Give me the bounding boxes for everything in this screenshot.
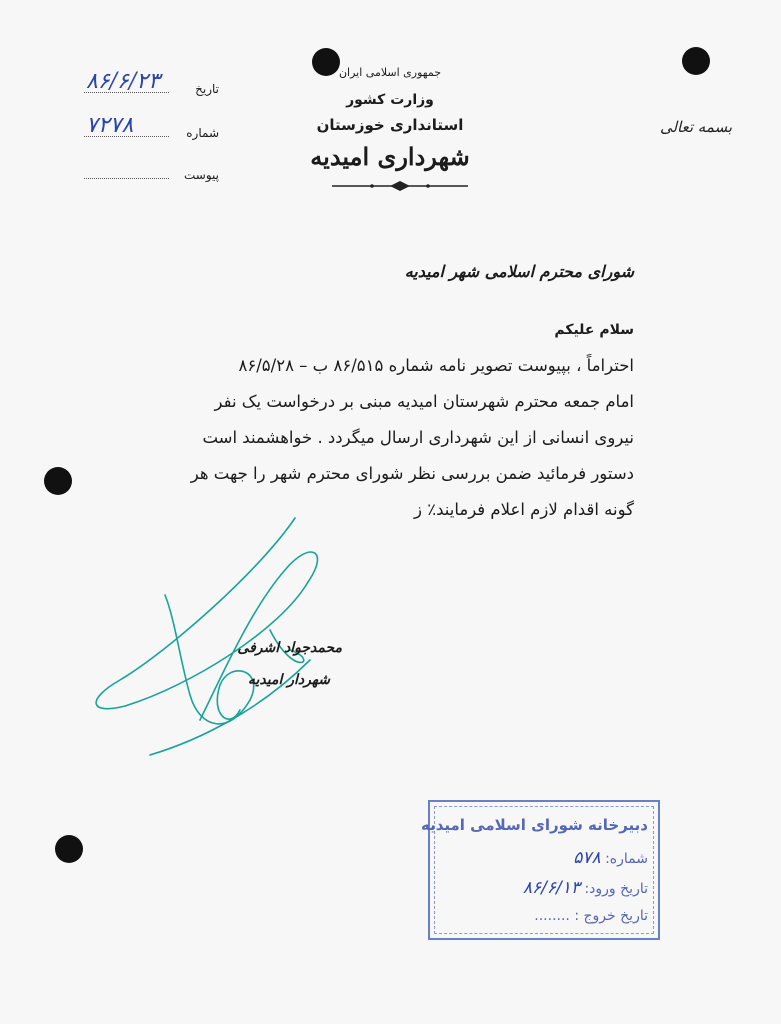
body-line: احتراماً ، بپیوست تصویر نامه شماره ۸۶/۵۱۵ ب – ۸۶/۵/۲۸ [238, 356, 634, 375]
punch-hole [55, 835, 83, 863]
stamp-title: دبیرخانه شورای اسلامی امیدیه [421, 816, 648, 834]
letterhead-republic: جمهوری اسلامی ایران [338, 66, 442, 79]
stamp-exit-value: ........ [534, 908, 570, 924]
greeting: سلام علیکم [554, 322, 634, 338]
date-field [84, 69, 219, 96]
punch-hole [682, 47, 710, 75]
date-value: ۸۶/۶/۲۳ [86, 69, 160, 94]
stamp-entry-label: تاریخ ورود: [584, 881, 648, 897]
signatory-title: شهردار امیدیه [247, 672, 330, 688]
page-title: شهرداری امیدیه [310, 142, 470, 171]
stamp-exit-row [534, 908, 648, 924]
attachment-field [84, 160, 219, 182]
registry-stamp [421, 800, 660, 940]
stamp-exit-label: تاریخ خروج : [574, 908, 648, 924]
stamp-entry-row [523, 878, 648, 898]
letter-body [82, 348, 634, 528]
number-value: ۷۲۷۸ [86, 113, 134, 138]
punch-hole [44, 467, 72, 495]
number-label: شماره [186, 126, 219, 140]
letterhead-ministry: وزارت کشور [346, 92, 434, 108]
recipient-line: شورای محترم اسلامی شهر امیدیه [404, 262, 634, 281]
number-field [84, 113, 219, 140]
ornament-divider [332, 180, 468, 192]
basmala-mark: بسمه تعالی [659, 118, 733, 136]
field-dots [84, 178, 169, 179]
stamp-number-row [573, 848, 648, 868]
body-line: نیروی انسانی از این شهرداری ارسال میگردد . خواهشمند است [202, 428, 634, 447]
stamp-number-label: شماره: [605, 851, 648, 867]
body-line: امام جمعه محترم شهرستان امیدیه مبنی بر درخواست یک نفر [214, 392, 634, 411]
stamp-entry-value: ۸۶/۶/۱۳ [522, 878, 580, 898]
attachment-label: پیوست [184, 168, 219, 182]
date-label: تاریخ [195, 82, 219, 96]
letterhead-governorate: استانداری خوزستان [316, 116, 464, 134]
stamp-number-value: ۵۷۸ [573, 848, 601, 868]
body-line: گونه اقدام لازم اعلام فرمایند٪ ز [414, 500, 634, 519]
body-line: دستور فرمائید ضمن بررسی نظر شورای محترم شهر را جهت هر [190, 464, 634, 483]
signatory-name: محمدجواد اشرفی [237, 640, 342, 656]
